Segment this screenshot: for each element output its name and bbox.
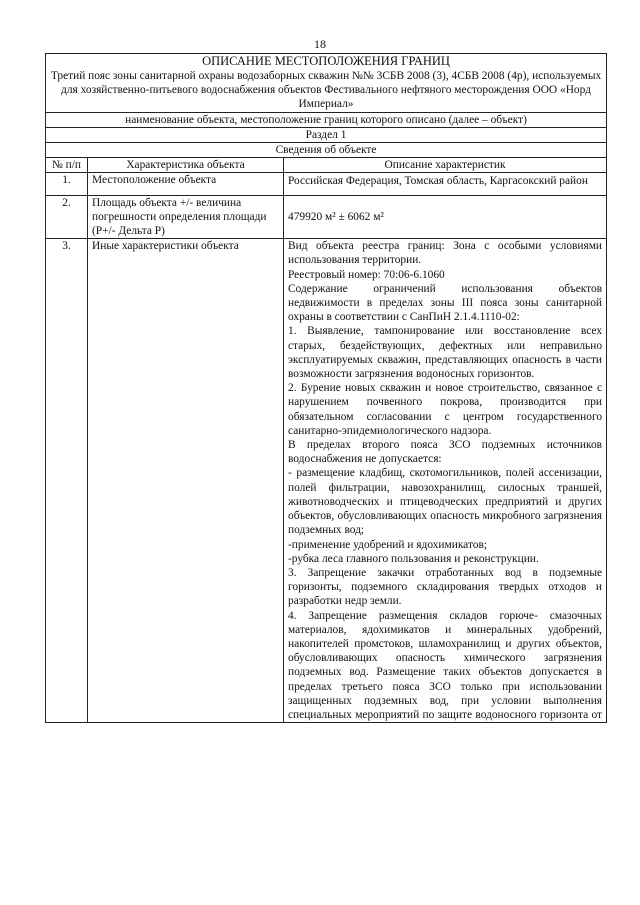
column-header-num: № п/п bbox=[46, 158, 88, 173]
page-number: 18 bbox=[314, 37, 326, 51]
column-header-description: Описание характеристик bbox=[284, 158, 607, 173]
row-characteristic: Иные характеристики объекта bbox=[88, 239, 284, 723]
description-paragraph: Содержание ограничений использования объектов недвижимости в пределах зоны III пояса зоны санитарной охраны в соответствии с СанПиН 2.1.4.1110-02: bbox=[288, 282, 603, 324]
row-characteristic: Площадь объекта +/- величина погрешности определения площади (Р+/- Дельта Р) bbox=[88, 195, 284, 239]
description-paragraph: -применение удобрений и ядохимикатов; bbox=[288, 538, 488, 551]
description-paragraph: 1. Выявление, тампонирование или восстановление всех старых, бездействующих, дефектных или неправильно эксплуатируемых скважин, представляющих опасность в части возможности загрязнения водоносных горизонтов. bbox=[288, 325, 603, 381]
section-label: Раздел 1 bbox=[46, 127, 607, 142]
table-row bbox=[46, 239, 607, 723]
row-description: Российская Федерация, Томская область, Каргасокский район bbox=[284, 173, 607, 195]
description-paragraph: В пределах второго пояса ЗСО подземных источников водоснабжения не допускается: bbox=[288, 439, 603, 466]
document-title: ОПИСАНИЕ МЕСТОПОЛОЖЕНИЯ ГРАНИЦ bbox=[202, 54, 450, 68]
object-caption: наименование объекта, местоположение границ которого описано (далее – объект) bbox=[46, 112, 607, 127]
description-paragraph: 3. Запрещение закачки отработанных вод в подземные горизонты, подземного складирования твердых отходов и разработки недр земли. bbox=[288, 566, 603, 608]
row-characteristic: Местоположение объекта bbox=[88, 173, 284, 195]
description-paragraph: 2. Бурение новых скважин и новое строительство, связанное с нарушением почвенного покрова, производится при обязательном согласовании с центром государственного санитарно-эпидемиологического надзора. bbox=[288, 382, 603, 437]
row-number: 3. bbox=[46, 239, 88, 723]
row-number: 2. bbox=[46, 195, 88, 239]
description-paragraph: 4. Запрещение размещения складов горюче- смазочных материалов, ядохимикатов и минеральных удобрений, накопителей промстоков, шламохранилищ и других объектов, обусловливающих опасность химического загрязнения подземных вод. Размещение таких объектов допускается в пределах третьего пояса ЗСО только при использовании защищенных подземных вод, при условии выполнения специальных мероприятий по защите водоносного горизонта от bbox=[288, 609, 603, 721]
row-number: 1. bbox=[46, 173, 88, 195]
description-paragraph: Вид объекта реестра границ: Зона с особыми условиями использования территории. bbox=[288, 240, 603, 267]
document-header bbox=[46, 54, 607, 113]
description-paragraph: - размещение кладбищ, скотомогильников, полей ассенизации, полей фильтрации, навозохранилищ, силосных траншей, животноводческих и птицеводческих предприятий и других объектов, обусловливающих опасность микробного загрязнения подземных вод; bbox=[288, 467, 603, 537]
column-header-characteristic: Характеристика объекта bbox=[88, 158, 284, 173]
section-title: Сведения об объекте bbox=[46, 143, 607, 158]
column-header-row bbox=[46, 158, 607, 173]
row-description: 479920 м² ± 6062 м² bbox=[284, 195, 607, 239]
table-row bbox=[46, 195, 607, 239]
description-paragraph: Реестровый номер: 70:06-6.1060 bbox=[288, 268, 445, 281]
description-paragraph: -рубка леса главного пользования и реконструкции. bbox=[288, 552, 539, 565]
row-description bbox=[284, 239, 607, 723]
document-subtitle: Третий пояс зоны санитарной охраны водозаборных скважин №№ 3СБВ 2008 (3), 4СБВ 2008 (4р), используемых для хозяйственно-питьевого водоснабжения объектов Фестивального нефтяного месторождения ООО «Норд Империал» bbox=[50, 70, 602, 111]
boundary-description-table bbox=[45, 53, 607, 723]
table-row bbox=[46, 173, 607, 195]
